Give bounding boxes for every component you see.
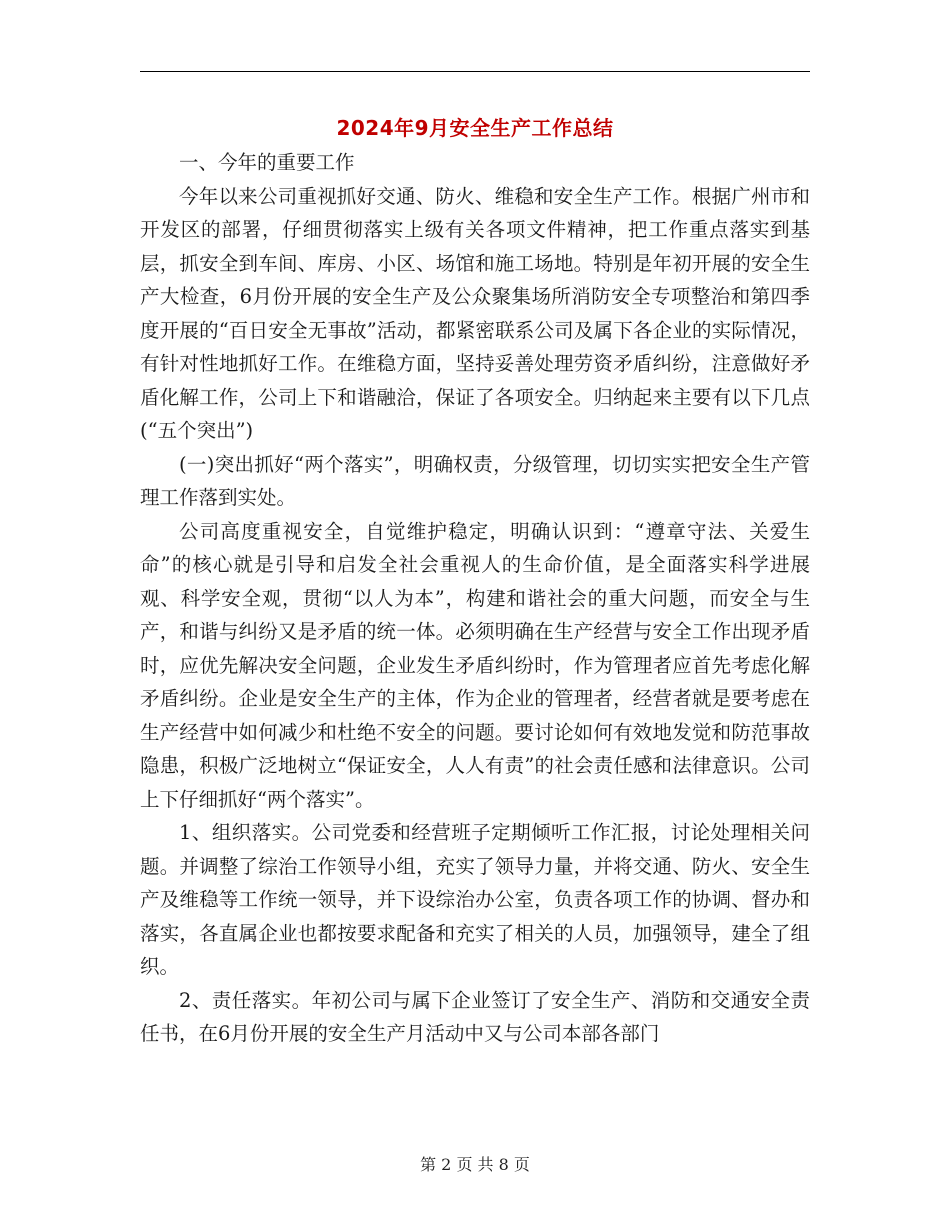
document-title: 2024年9月安全生产工作总结 <box>336 116 614 140</box>
section-heading: 一、今年的重要工作 <box>179 151 355 174</box>
header-rule <box>140 71 810 72</box>
paragraph-organization: 1、组织落实。公司党委和经营班子定期倾听工作汇报，讨论处理相关问题。并调整了综治工作领导小组，充实了领导力量，并将交通、防火、安全生产及维稳等工作统一领导，并下设综治办公室，负责各项工作的协调、督办和落实，各直属企业也都按要求配备和充实了相关的人员，加强领导，建全了组织。 <box>140 821 810 978</box>
paragraph-responsibility: 2、责任落实。年初公司与属下企业签订了安全生产、消防和交通安全责任书，在6月份开展的安全生产月活动中又与公司本部各部门 <box>140 988 810 1045</box>
paragraph-subheading-1: (一)突出抓好“两个落实”，明确权责，分级管理，切切实实把安全生产管理工作落到实处。 <box>140 452 810 509</box>
page-footer: 第 2 页 共 8 页 <box>420 1155 530 1174</box>
document-body <box>140 146 810 1051</box>
paragraph-safety-awareness: 公司高度重视安全，自觉维护稳定，明确认识到：“遵章守法、关爱生命”的核心就是引导和启发全社会重视人的生命价值，是全面落实科学进展观、科学安全观，贯彻“以人为本”，构建和谐社会的重大问题，而安全与生产，和谐与纠纷又是矛盾的统一体。必须明确在生产经营与安全工作出现矛盾时，应优先解决安全问题，企业发生矛盾纠纷时，作为管理者应首先考虑化解矛盾纠纷。企业是安全生产的主体，作为企业的管理者，经营者就是要考虑在生产经营中如何减少和杜绝不安全的问题。要讨论如何有效地发觉和防范事故隐患，积极广泛地树立“保证安全，人人有责”的社会责任感和法律意识。公司上下仔细抓好“两个落实”。 <box>140 519 810 811</box>
paragraph-intro: 今年以来公司重视抓好交通、防火、维稳和安全生产工作。根据广州市和开发区的部署，仔细贯彻落实上级有关各项文件精神，把工作重点落实到基层，抓安全到车间、库房、小区、场馆和施工场地。特别是年初开展的安全生产大检查，6月份开展的安全生产及公众聚集场所消防安全专项整治和第四季度开展的“百日安全无事故”活动，都紧密联系公司及属下各企业的实际情况，有针对性地抓好工作。在维稳方面，坚持妥善处理劳资矛盾纠纷，注意做好矛盾化解工作，公司上下和谐融洽，保证了各项安全。归纳起来主要有以下几点(“五个突出”) <box>140 184 810 442</box>
